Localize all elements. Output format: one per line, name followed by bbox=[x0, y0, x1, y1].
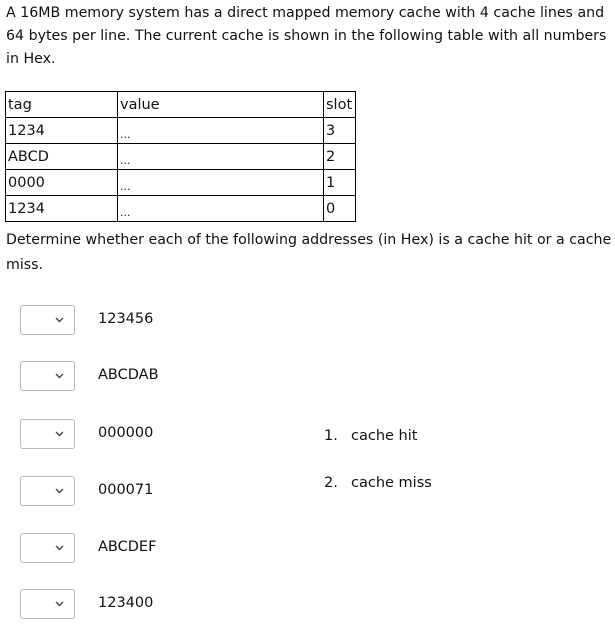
cache-table bbox=[5, 91, 356, 222]
address-label: ABCDAB bbox=[98, 367, 159, 383]
slot-cell: 2 bbox=[324, 144, 356, 170]
answer-dropdown[interactable] bbox=[20, 589, 75, 619]
slot-cell: 3 bbox=[324, 118, 356, 144]
value-cell: ... bbox=[118, 144, 324, 170]
tag-cell: 1234 bbox=[6, 196, 118, 222]
answer-dropdown[interactable] bbox=[20, 305, 75, 335]
question-intro: A 16MB memory system has a direct mapped memory cache with 4 cache lines and 64 bytes per line. The current cache is shown in the following table with all numbers in Hex. bbox=[6, 5, 607, 67]
option-item bbox=[324, 475, 432, 491]
table-row bbox=[6, 118, 356, 144]
answer-dropdown[interactable] bbox=[20, 361, 75, 391]
option-number: 1. bbox=[324, 428, 338, 444]
chevron-down-icon bbox=[55, 488, 64, 494]
option-number: 2. bbox=[324, 475, 338, 491]
tag-cell: 1234 bbox=[6, 118, 118, 144]
answer-dropdown[interactable] bbox=[20, 419, 75, 449]
tag-cell: ABCD bbox=[6, 144, 118, 170]
chevron-down-icon bbox=[55, 317, 64, 323]
address-label: 000071 bbox=[98, 482, 154, 498]
chevron-down-icon bbox=[55, 545, 64, 551]
header-value: value bbox=[118, 92, 324, 118]
table-row bbox=[6, 144, 356, 170]
chevron-down-icon bbox=[55, 431, 64, 437]
tag-cell: 0000 bbox=[6, 170, 118, 196]
table-header-row bbox=[6, 92, 356, 118]
answer-dropdown[interactable] bbox=[20, 476, 75, 506]
address-label: 000000 bbox=[98, 425, 154, 441]
option-label: cache hit bbox=[351, 428, 418, 444]
table-row bbox=[6, 170, 356, 196]
header-tag: tag bbox=[6, 92, 118, 118]
slot-cell: 0 bbox=[324, 196, 356, 222]
slot-cell: 1 bbox=[324, 170, 356, 196]
answer-dropdown[interactable] bbox=[20, 533, 75, 563]
option-label: cache miss bbox=[351, 475, 432, 491]
table-row bbox=[6, 196, 356, 222]
option-item bbox=[324, 428, 417, 444]
chevron-down-icon bbox=[55, 373, 64, 379]
question-prompt: Determine whether each of the following addresses (in Hex) is a cache hit or a cache miss. bbox=[6, 232, 612, 273]
address-label: 123456 bbox=[98, 311, 154, 327]
header-slot: slot bbox=[324, 92, 356, 118]
value-cell: ... bbox=[118, 118, 324, 144]
value-cell: ... bbox=[118, 170, 324, 196]
address-label: 123400 bbox=[98, 595, 154, 611]
value-cell: ... bbox=[118, 196, 324, 222]
address-label: ABCDEF bbox=[98, 539, 157, 555]
chevron-down-icon bbox=[55, 601, 64, 607]
